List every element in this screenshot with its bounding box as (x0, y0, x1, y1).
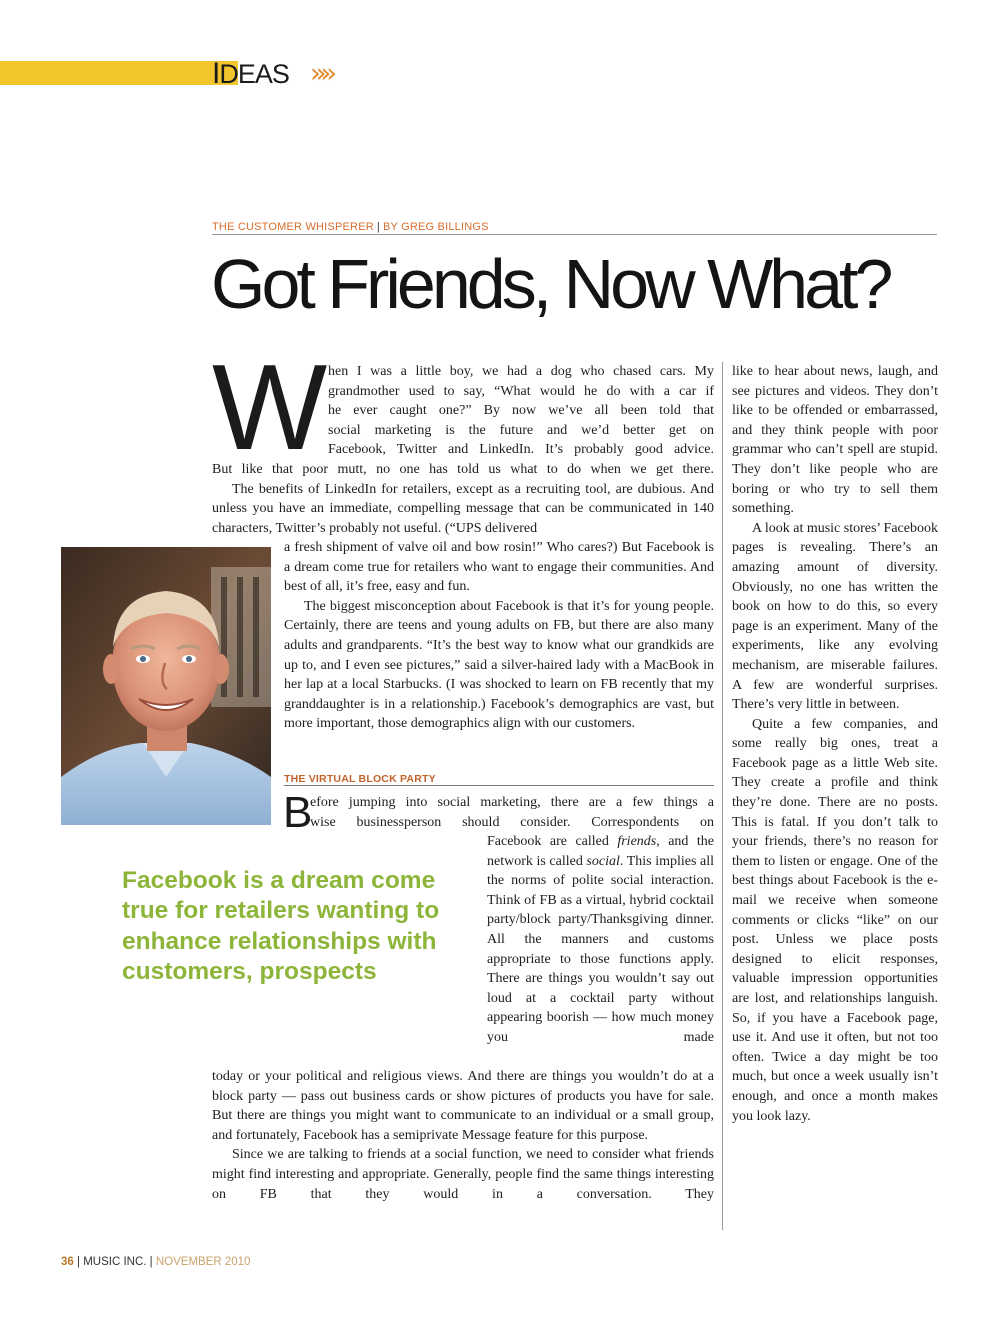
paragraph-linkedin-cont: a fresh shipment of valve oil and bow rosin!” Who cares?) But Facebook is a dream come true for retailers who want to engage their communities. And best of all, it’s free, easy and fun. (284, 540, 714, 595)
intro-lines: hen I was a little boy, we had a dog who chased cars. My grandmother used to say, “What would he do with a car if he ever caught one?” By now we’ve all been told that social marketing is the future and we’d better get on Facebook, Twitter and LinkedIn. It’s probably good advice. (328, 364, 714, 458)
column-name: THE CUSTOMER WHISPERER (212, 221, 374, 233)
paragraph-block-party: today or your political and religious views. And there are things you wouldn’t do at a block party — pass out business cards or show pictures of products you have for sale. But there are things you might want to communicate to an individual or a small group, and fortunately, Facebook has a semiprivate Message feature for this purpose. (212, 1069, 714, 1143)
section-label: IDEAS (212, 57, 289, 90)
intro-paragraph-block (212, 460, 714, 538)
subhead: THE VIRTUAL BLOCK PARTY (284, 773, 436, 785)
paragraph-since: Since we are talking to friends at a social function, we need to consider what friends might find interesting and appropriate. Generally, people find the same things interesting on FB that they would in a conversation. They (212, 1147, 714, 1202)
author-photo (61, 547, 271, 825)
block-party-opening: efore jumping into social marketing, there are a few things a wise businessperson should consider. Correspondents on (310, 795, 714, 830)
block-party-wide (212, 1067, 714, 1204)
magazine-name: MUSIC INC. (83, 1256, 147, 1268)
paragraph-linkedin: The benefits of LinkedIn for retailers, except as a recruiting tool, are dubious. And unless you have an immediate, compelling message that can be communicated in 140 characters, Twitter’s probably not useful. (“UPS delivered (212, 481, 714, 536)
column-rule (722, 362, 723, 1230)
page-number: 36 (61, 1256, 74, 1268)
section-arrows-icon: »» (310, 58, 332, 89)
headline: Got Friends, Now What? (211, 245, 890, 323)
section-banner-bar (0, 61, 238, 85)
right-paragraph-1: like to hear about news, laugh, and see pictures and videos. They don’t like to be offended or embarrassed, and they think people with poor grammar who can’t spell are stupid. They don’t like people who are boring or who try to sell them something. (732, 364, 938, 517)
byline: BY GREG BILLINGS (382, 221, 489, 233)
drop-cap-b: B (283, 788, 313, 837)
page-footer: 36 | MUSIC INC. | NOVEMBER 2010 (61, 1256, 251, 1268)
block-party-narrow: Facebook are called friends, and the network is called social. This implies all the norms of polite social interaction. Think of FB as a virtual, hybrid cocktail party/block party/Thanksgiving dinner. All the manners and customs appropriate to those functions apply. There are things you wouldn’t say out loud at a cocktail party without appearing boorish — how much money you made (487, 834, 714, 1045)
right-paragraph-3: Quite a few companies, and some really big ones, treat a Facebook page as a little Web site. They create a profile and think they’re done. There are no posts. This is fatal. If you don’t talk to your friends, there’s no reason for them to listen or engage. One of the best things about Facebook is the e-mail we receive when someone comments or clicks “like” on our post. Unless we place posts designed to elicit responses, valuable impression opportunities are lost, and relationships languish. So, if you have a Facebook page, use it. And use it often, but not too often. Twice a day might be too much, but once a week usually isn’t enough, and once a month makes you look lazy. (732, 716, 938, 1124)
photo-side-text (284, 538, 714, 734)
right-paragraph-2: A look at music stores’ Facebook pages is revealing. There’s an amazing amount of diversity. Obviously, no one has written the book on how to do this, so every page is an experiment. Many of the experiments, like any evolving mechanism, are miserable failures. A few are wonderful surprises. There’s very little in between. (732, 520, 938, 713)
pull-quote: Facebook is a dream come true for retailers wanting to enhance relationships with customers, prospects (122, 867, 440, 985)
paragraph-misconception: The biggest misconception about Facebook is that it’s for young people. Certainly, there are teens and young adults on FB, but there are also many adults and grandparents. “It’s the best way to know what our grandkids are up to, and I even see pictures,” said a silver-haired lady with a MacBook in her lap at a local Starbucks. (I was shocked to learn on FB recently that my granddaughter is in a relationship.) Facebook’s demographics are vast, but more important, those demographics align with our customers. (284, 598, 714, 732)
drop-cap: W (212, 339, 320, 475)
kicker-rule (212, 234, 937, 235)
intro-tail: But like that poor mutt, no one has told us what to do when we get there. (212, 462, 714, 477)
article-kicker: THE CUSTOMER WHISPERER | BY GREG BILLINGS (212, 221, 489, 233)
issue-date: NOVEMBER 2010 (155, 1256, 251, 1268)
right-column (732, 362, 938, 1126)
subhead-rule (284, 785, 714, 786)
